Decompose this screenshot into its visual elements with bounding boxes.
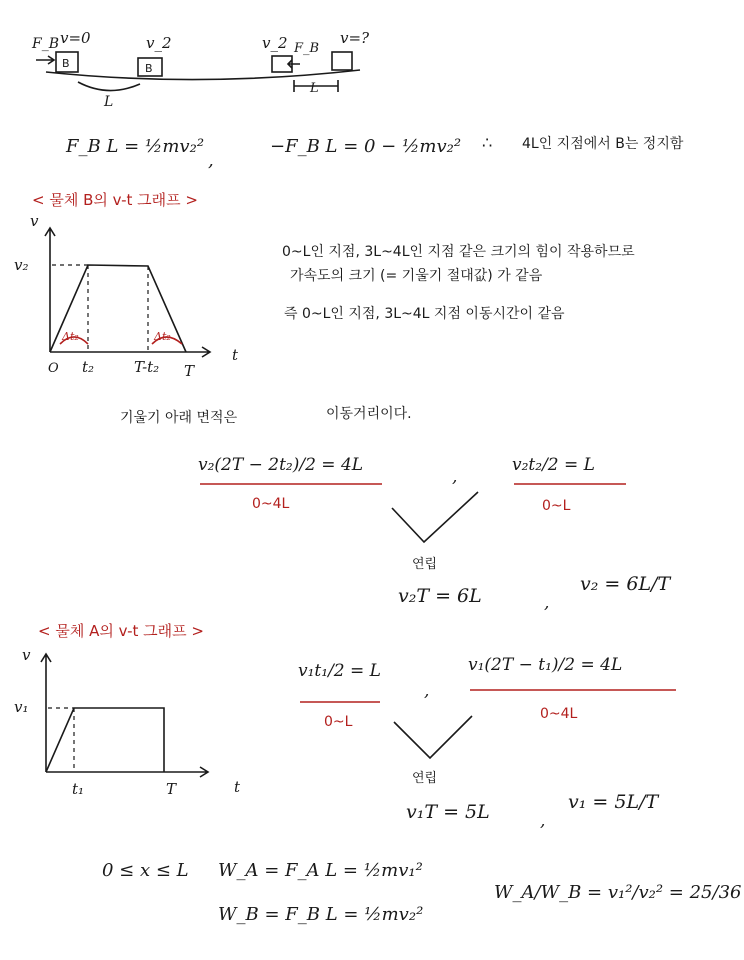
combine-label: 연립 [412,771,438,786]
t-axis-label: t [232,346,239,364]
force-arrow-back-icon [288,60,300,68]
comma: , [540,811,546,831]
force-arrow-icon [36,56,54,64]
track-line [46,70,360,80]
x-range: 0 ≤ x ≤ L [102,860,189,881]
combine-label: 연립 [412,557,438,572]
v2-axis-label: v₂ [14,256,29,274]
b-equations [198,455,671,613]
a-result1: v₁T = 5L [406,801,490,823]
section-a-title: < 물체 A의 v-t 그래프 > [38,622,204,640]
delta1-label: Δt₂ [62,330,79,343]
graph-b [14,212,239,380]
b-eq2-range: 0~L [542,498,571,514]
graph-a-curve [46,708,164,772]
work-energy-eq1: F_B L = ½mv₂² [66,136,205,157]
fb-label: F_B [294,41,320,56]
t1-label: t₁ [72,780,85,798]
v0-label: v=0 [60,29,91,47]
dist-L2: L [310,81,319,96]
energy-equations [65,133,684,171]
vq-label: v=? [340,29,370,47]
T-label: T [166,780,177,798]
delta2-label: Δt₂ [154,330,171,343]
b-result1: v₂T = 6L [398,585,482,607]
a-eq1-range: 0~L [324,714,353,730]
area-note-right: 이동거리이다. [326,406,412,422]
b-result2: v₂ = 6L/T [580,573,671,595]
combine-check-mark [392,492,478,542]
section-b-notes [282,243,635,322]
t-axis-arrow-icon [46,767,208,777]
note-line-2: 가속도의 크기 (= 기울기 절대값) 가 같음 [290,268,543,284]
v-axis-label: v [22,646,31,664]
final-work-ratio [102,860,741,925]
dist-L: L [104,94,114,110]
graph-a [14,646,241,798]
v2-label: v_2 [146,34,172,52]
t-axis-label: t [234,778,241,796]
v-axis-arrow-icon [45,228,55,352]
stop-conclusion: 4L인 지점에서 B는 정지함 [522,136,684,152]
b-eq1: v₂(2T − 2t₂)/2 = 4L [198,455,364,475]
note-line-1: 0~L인 지점, 3L~4L인 지점 같은 크기의 힘이 작용하므로 [282,244,635,260]
block-b-label: B [62,57,70,70]
b-eq1-range: 0~4L [252,496,290,512]
b-eq2: v₂t₂/2 = L [512,455,595,475]
block-b-end [332,52,352,70]
t-minus-label: T-t₂ [134,358,160,376]
section-b-title: < 물체 B의 v-t 그래프 > [32,191,198,209]
comma: , [424,681,430,701]
note-line-3: 즉 0~L인 지점, 3L~4L 지점 이동시간이 같음 [284,306,565,322]
v-axis-arrow-icon [41,654,51,772]
work-energy-eq2: −F_B L = 0 − ½mv₂² [270,136,462,157]
force-label: F_B [32,36,60,52]
v1-axis-label: v₁ [14,698,29,716]
a-eq2: v₁(2T − t₁)/2 = 4L [468,655,623,675]
distance-arc-L [78,82,140,91]
comma: , [544,593,550,613]
combine-check-mark [394,716,472,758]
therefore-sign: ∴ [482,133,493,152]
block-b-label: B [145,62,153,75]
a-equations [298,655,676,831]
t2-label: t₂ [82,358,95,376]
v-axis-label: v [30,212,39,230]
v2b-label: v_2 [262,34,288,52]
area-note-left: 기울기 아래 면적은 [120,410,238,426]
comma: , [208,150,214,171]
comma: , [452,467,458,487]
work-a: W_A = F_A L = ½mv₁² [218,860,423,881]
motion-diagram [31,29,370,110]
T-label: T [184,362,195,380]
work-ratio: W_A/W_B = v₁²/v₂² = 25/36 [494,882,742,903]
work-b: W_B = F_B L = ½mv₂² [218,904,424,925]
a-eq1: v₁t₁/2 = L [298,661,381,681]
origin-label: O [48,361,59,376]
a-eq2-range: 0~4L [540,706,578,722]
a-result2: v₁ = 5L/T [568,791,659,813]
